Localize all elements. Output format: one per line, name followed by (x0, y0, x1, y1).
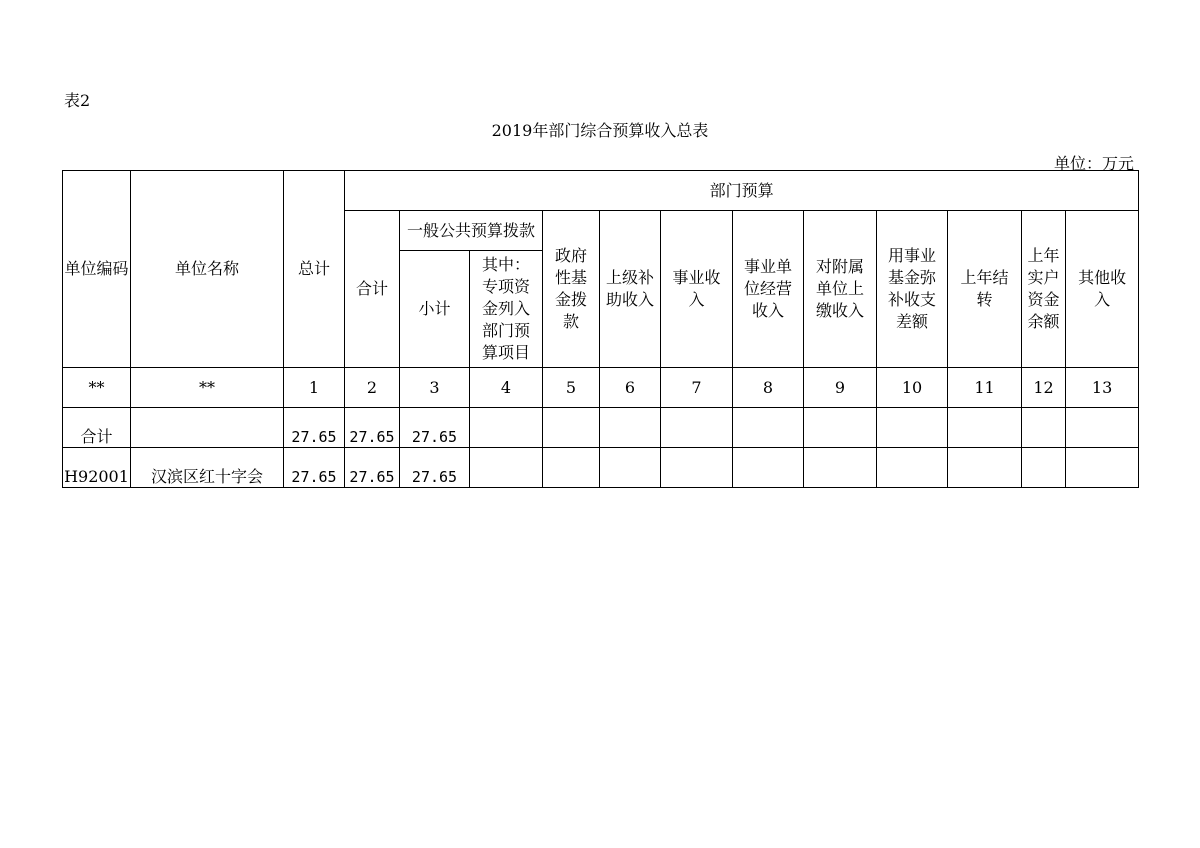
header-line: 其他收 (1078, 268, 1127, 287)
table-row (63, 448, 1139, 488)
index-cell: 4 (470, 368, 543, 408)
index-cell: ** (63, 368, 131, 408)
header-line: 单位上 (815, 279, 864, 298)
cell-sum: 27.65 (345, 408, 400, 448)
header-general-public-budget: 一般公共预算拨款 (400, 211, 543, 251)
cell-empty (804, 408, 877, 448)
cell-empty (948, 408, 1022, 448)
header-line: 差额 (895, 312, 928, 331)
cell-empty (600, 448, 661, 488)
cell-unit-name: 汉滨区红十字会 (131, 448, 284, 488)
header-line: 基金弥 (887, 268, 936, 287)
header-line: 实户 (1027, 268, 1060, 287)
cell-empty (804, 448, 877, 488)
multiline-text (816, 256, 864, 322)
cell-empty (1022, 448, 1066, 488)
cell-empty (470, 448, 543, 488)
index-cell: 1 (284, 368, 345, 408)
cell-unit-code: H92001 (63, 448, 131, 488)
header-line: 专项资 (481, 277, 530, 296)
cell-sum: 27.65 (345, 448, 400, 488)
unit-label: 单位：万元 (1053, 154, 1134, 173)
cell-empty (543, 408, 600, 448)
header-line: 对附属 (815, 257, 864, 276)
header-line: 位经营 (743, 279, 792, 298)
header-line: 性基 (554, 268, 587, 287)
header-line: 款 (562, 312, 579, 331)
header-line: 上级补 (605, 268, 654, 287)
index-cell: 10 (877, 368, 948, 408)
cell-empty (1022, 408, 1066, 448)
cell-empty (948, 448, 1022, 488)
index-cell: 12 (1022, 368, 1066, 408)
multiline-text (672, 267, 720, 311)
index-cell: 11 (948, 368, 1022, 408)
cell-empty (661, 448, 733, 488)
multiline-text (606, 267, 654, 311)
cell-unit-code: 合计 (63, 408, 131, 448)
index-cell: ** (131, 368, 284, 408)
cell-empty (877, 408, 948, 448)
header-line: 入 (1094, 290, 1111, 309)
cell-subtotal: 27.65 (400, 448, 470, 488)
budget-table (62, 170, 1139, 488)
cell-empty (877, 448, 948, 488)
header-unit-name: 单位名称 (131, 171, 284, 368)
sheet-label: 表2 (64, 91, 91, 110)
header-line: 事业单 (743, 257, 792, 276)
cell-empty (470, 408, 543, 448)
index-cell: 3 (400, 368, 470, 408)
header-line: 资金 (1027, 290, 1060, 309)
index-cell: 13 (1066, 368, 1139, 408)
header-line: 金拨 (554, 290, 587, 309)
multiline-text (888, 245, 936, 333)
multiline-text (1027, 245, 1059, 333)
cell-empty (1066, 408, 1139, 448)
header-special-project (470, 251, 543, 368)
header-line: 事业收 (672, 268, 721, 287)
header-line: 助收入 (605, 290, 654, 309)
header-line: 补收支 (887, 290, 936, 309)
cell-empty (661, 408, 733, 448)
header-line: 金列入 (481, 299, 530, 318)
cell-empty (1066, 448, 1139, 488)
cell-empty (600, 408, 661, 448)
header-sum: 合计 (345, 211, 400, 368)
index-cell: 7 (661, 368, 733, 408)
header-business-unit-operating (733, 211, 804, 368)
cell-empty (733, 448, 804, 488)
header-business-income (661, 211, 733, 368)
header-line: 算项目 (481, 343, 530, 362)
index-cell: 6 (600, 368, 661, 408)
index-cell: 9 (804, 368, 877, 408)
multiline-text (744, 256, 792, 322)
cell-total: 27.65 (284, 408, 345, 448)
index-cell: 5 (543, 368, 600, 408)
header-dept-budget: 部门预算 (345, 171, 1139, 211)
header-carryover (948, 211, 1022, 368)
index-cell: 8 (733, 368, 804, 408)
multiline-text (555, 245, 587, 333)
cell-empty (543, 448, 600, 488)
header-line: 转 (976, 290, 993, 309)
header-subtotal: 小计 (400, 251, 470, 368)
header-total: 总计 (284, 171, 345, 368)
multiline-text (1078, 267, 1126, 311)
header-line: 入 (688, 290, 705, 309)
header-line: 用事业 (887, 246, 936, 265)
header-line: 上年 (1027, 246, 1060, 265)
cell-unit-name (131, 408, 284, 448)
multiline-text (960, 267, 1008, 311)
header-gov-fund (543, 211, 600, 368)
header-line: 政府 (554, 246, 587, 265)
cell-empty (733, 408, 804, 448)
header-subordinate-payment (804, 211, 877, 368)
header-fund-offset (877, 211, 948, 368)
page-title: 2019年部门综合预算收入总表 (491, 121, 709, 140)
index-cell: 2 (345, 368, 400, 408)
multiline-text (482, 254, 530, 364)
header-line: 收入 (751, 301, 784, 320)
header-line: 上年结 (960, 268, 1009, 287)
index-row (63, 368, 1139, 408)
cell-total: 27.65 (284, 448, 345, 488)
header-higher-subsidy (600, 211, 661, 368)
cell-subtotal: 27.65 (400, 408, 470, 448)
header-line: 余额 (1027, 312, 1060, 331)
header-other-income (1066, 211, 1139, 368)
header-unit-code: 单位编码 (63, 171, 131, 368)
table-row-total (63, 408, 1139, 448)
header-prior-year-balance (1022, 211, 1066, 368)
header-line: 其中： (481, 255, 530, 274)
header-line: 部门预 (481, 321, 530, 340)
header-line: 缴收入 (815, 301, 864, 320)
